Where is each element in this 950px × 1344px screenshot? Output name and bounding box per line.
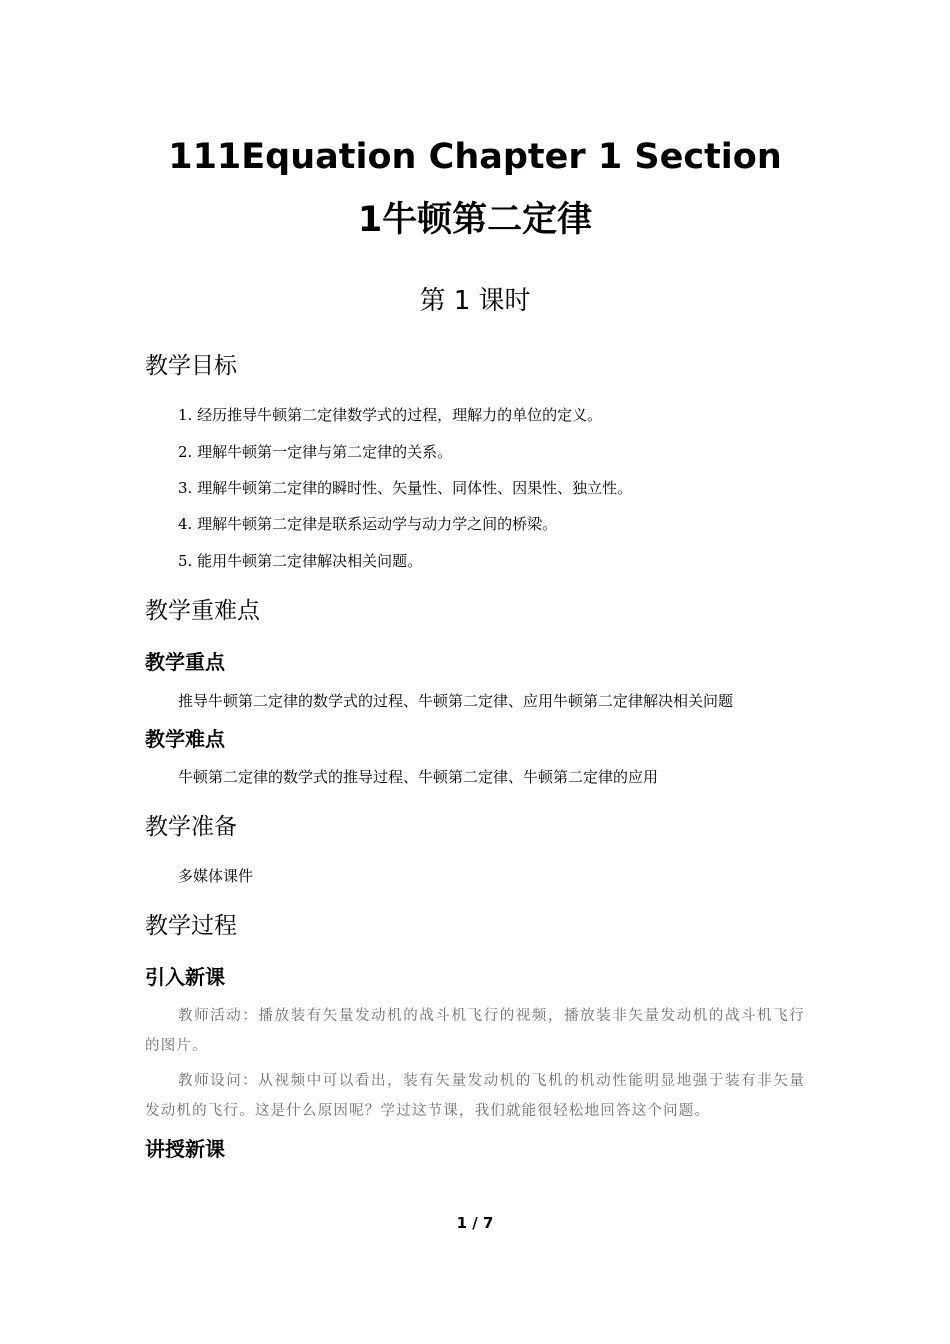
process-heading: 教学过程 [145, 913, 237, 939]
list-item: 5. 能用牛顿第二定律解决相关问题。 [178, 552, 423, 570]
page-number: 1 / 7 [456, 1214, 494, 1232]
teaching-heading: 讲授新课 [145, 1137, 225, 1161]
list-item: 3. 理解牛顿第二定律的瞬时性、矢量性、同体性、因果性、独立性。 [178, 479, 633, 497]
intro-paragraph-teacher-question: 教师设问：从视频中可以看出，装有矢量发动机的飞机的机动性能明显地强于装有非矢量发动机的飞行。这是什么原因呢？学过这节课，我们就能很轻松地回答这个问题。 [145, 1073, 805, 1119]
preparation-heading: 教学准备 [145, 814, 237, 840]
intro-paragraph-teacher-activity: 教师活动：播放装有矢量发动机的战斗机飞行的视频，播放装非矢量发动机的战斗机飞行的图片。 [145, 1008, 805, 1054]
intro-heading: 引入新课 [145, 965, 225, 989]
objectives-heading: 教学目标 [145, 353, 237, 379]
difficulty-text: 牛顿第二定律的数学式的推导过程、牛顿第二定律、牛顿第二定律的应用 [178, 768, 659, 786]
list-item: 4. 理解牛顿第二定律是联系运动学与动力学之间的桥梁。 [178, 515, 558, 533]
list-item: 2. 理解牛顿第一定律与第二定律的关系。 [178, 443, 453, 461]
focus-text: 推导牛顿第二定律的数学式的过程、牛顿第二定律、应用牛顿第二定律解决相关问题 [178, 692, 734, 710]
document-title-line-1: 111Equation Chapter 1 Section [168, 137, 782, 177]
difficulty-heading: 教学难点 [145, 727, 225, 751]
list-item: 1. 经历推导牛顿第二定律数学式的过程，理解力的单位的定义。 [178, 406, 603, 424]
focus-heading: 教学重点 [145, 650, 225, 674]
document-title-line-2: 1牛顿第二定律 [357, 200, 593, 240]
key-points-heading: 教学重难点 [145, 598, 260, 624]
lesson-subtitle: 第 1 课时 [419, 286, 531, 316]
preparation-text: 多媒体课件 [178, 867, 254, 885]
